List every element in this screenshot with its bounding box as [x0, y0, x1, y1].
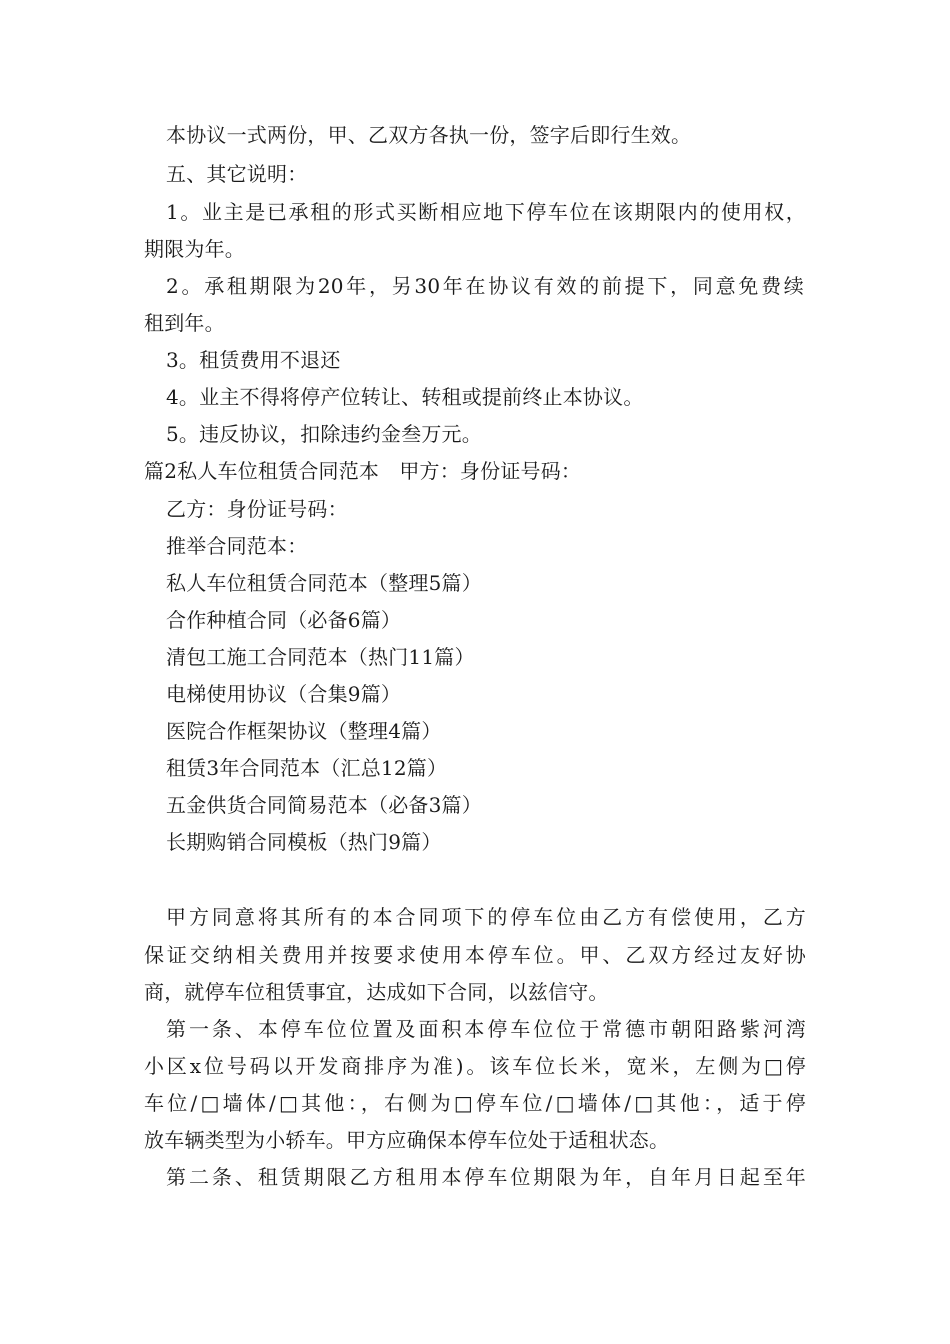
text-line: 放车辆类型为小轿车。甲方应确保本停车位处于适租状态。 [144, 1128, 670, 1152]
text-line: 商，就停车位租赁事宜，达成如下合同，以兹信守。 [144, 980, 609, 1004]
text-line: 期限为年。 [144, 237, 245, 261]
text-line: 甲方同意将其所有的本合同项下的停车位由乙方有偿使用，乙方 [166, 905, 806, 929]
recommend-title: 推举合同范本： [166, 534, 308, 558]
recommend-link[interactable]: 五金供货合同简易范本（必备3篇） [166, 793, 482, 817]
recommend-link[interactable]: 医院合作框架协议（整理4篇） [166, 719, 442, 743]
text-line: 乙方：身份证号码： [166, 497, 348, 521]
text-line: 保证交纳相关费用并按要求使用本停车位。甲、乙双方经过友好协 [144, 943, 806, 967]
recommend-link[interactable]: 电梯使用协议（合集9篇） [166, 682, 402, 706]
recommend-link[interactable]: 清包工施工合同范本（热门11篇） [166, 645, 475, 669]
text-line: 2。承租期限为20年，另30年在协议有效的前提下，同意免费续 [166, 274, 804, 298]
text-line: 1。业主是已承租的形式买断相应地下停车位在该期限内的使用权， [166, 200, 806, 224]
article-heading: 篇2私人车位租赁合同范本 甲方：身份证号码： [144, 459, 582, 483]
recommend-link[interactable]: 租赁3年合同范本（汇总12篇） [166, 756, 448, 780]
text-line: 5。违反协议，扣除违约金叁万元。 [166, 422, 482, 446]
text-line: 第一条、本停车位位置及面积本停车位位于常德市朝阳路紫河湾 [166, 1017, 806, 1041]
text-line: 车位/□墙体/□其他：，右侧为□停车位/□墙体/□其他：，适于停 [144, 1091, 806, 1115]
text-line: 本协议一式两份，甲、乙双方各执一份，签字后即行生效。 [166, 123, 692, 147]
section-heading: 五、其它说明： [166, 162, 308, 186]
recommend-link[interactable]: 私人车位租赁合同范本（整理5篇） [166, 571, 482, 595]
text-line: 4。业主不得将停产位转让、转租或提前终止本协议。 [166, 385, 644, 409]
text-line: 3。租赁费用不退还 [166, 348, 341, 372]
text-line: 小区x位号码以开发商排序为准)。该车位长米，宽米，左侧为□停 [144, 1054, 806, 1078]
text-line: 租到年。 [144, 311, 225, 335]
recommend-link[interactable]: 合作种植合同（必备6篇） [166, 608, 402, 632]
text-line: 第二条、租赁期限乙方租用本停车位期限为年，自年月日起至年 [166, 1165, 806, 1189]
recommend-link[interactable]: 长期购销合同模板（热门9篇） [166, 830, 442, 854]
